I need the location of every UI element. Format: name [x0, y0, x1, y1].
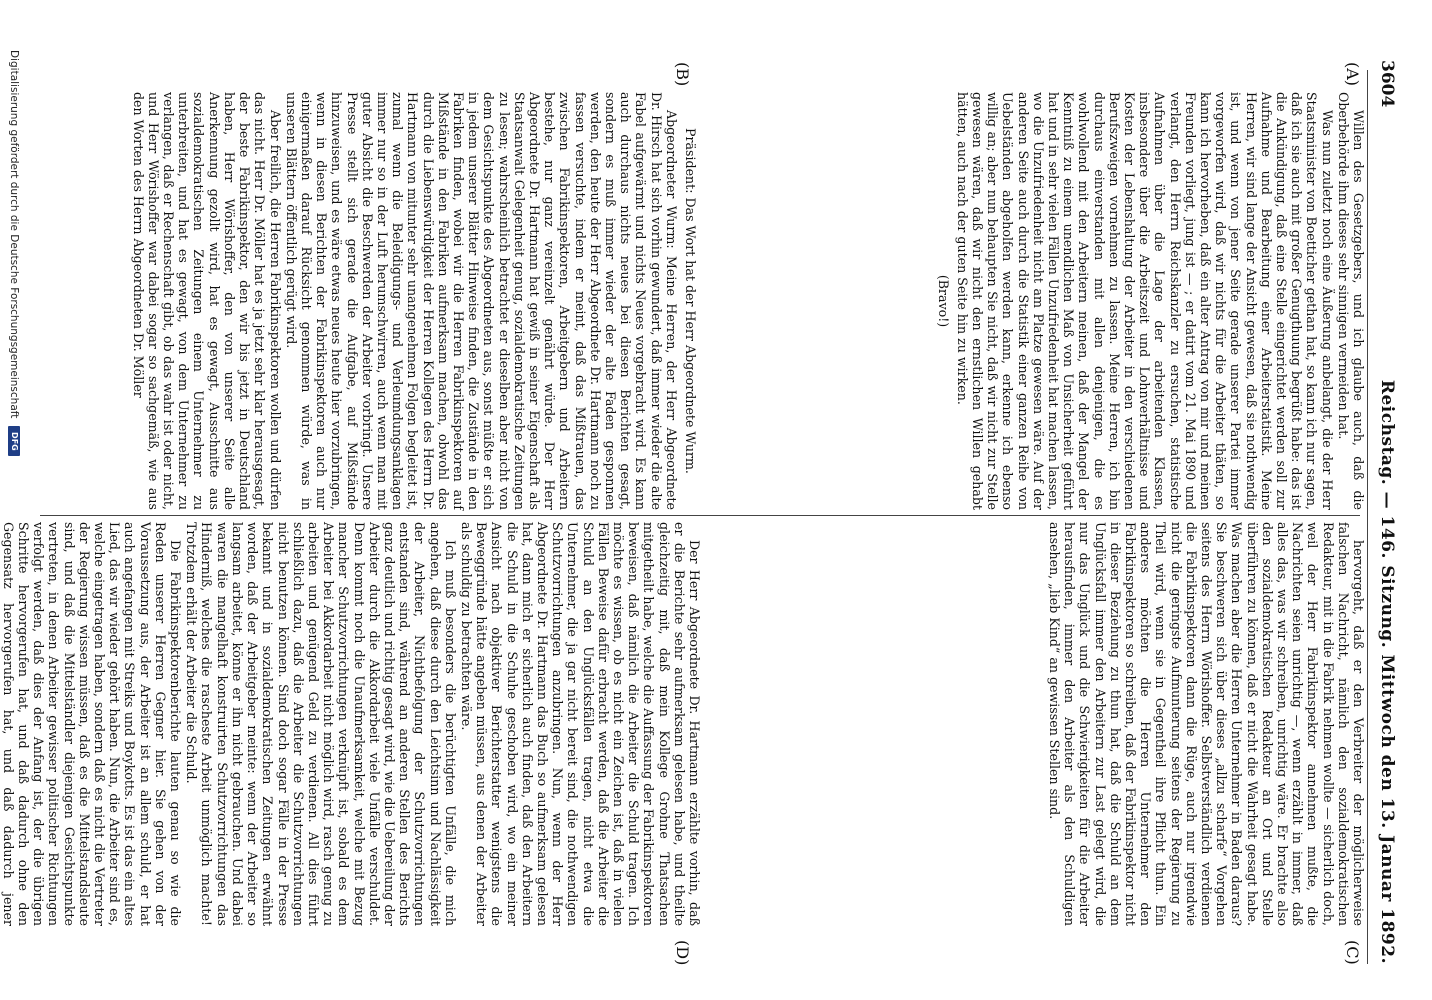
paragraph: Abgeordneter Wurm: Meine Herren, der Herr Abgeordnete Dr. Hirsch hat sich vorhin gewundert, daß immer wieder die alte Fabel aufgewärmt und nichts Neues vorgebracht wird. Es kann auch durchaus nichts neues bei diesen Berichten gesagt, sondern es muß immer wieder der alte Faden gesponnen werden, den heute der Herr Abgeordnete Dr. Hartmann noch zu fassen versuchte, indem er meint, daß das Mißtrauen, das zwischen Fabrikinspektoren, Arbeitgebern und Arbeitern bestehe, nur ganz vereinzelt genährt würde. Der Herr Abgeordnete Dr. Hartmann hat gewiß in seiner Eigenschaft als Staatsanwalt Gelegenheit genug, sozialdemokratische Zeitungen zu lesen; wahrscheinlich betrachtet er dieselben aber nicht von dem Gesichtspunkte des Abgeordneten aus, sonst müßte er sich in jedem unserer Blätter Hinweise finden, die Zustände in den Fabriken finden, wobei wir die Herren Fabrikinspektoren auf Mißstände in den Fabriken aufmerksam machen, obwohl das durch die Liebenswürdigkeit der Herren Kollegen des Herrn Dr. Hartmann von mitunter sehr unangenehmen Folgen begleitet ist, zumal wenn die Beleidigungs- und Verleumdungsanklagen immer nur so in der Luft herumschwirren, auch wenn man mit guter Absicht die Beschwerden der Arbeiter vorbringt. Unsere Presse stellt sich gerade die Aufgabe, auf Mißstände hinzuweisen, und es wäre etwas neues heute hier vorzubringen, wenn in diesen Berichten der Fabrikinspektoren auch nur einigermaßen darauf Rücksicht genommen würde, was in unseren Blättern öffentlich gerügt wird. [283, 92, 679, 510]
page-number: 3604 [1377, 60, 1397, 108]
paragraph: Willen des Gesetzgebers, und ich glaube auch, daß die Oberbehörde ihm dieses sehr sinnigen vermeiden hat. [1335, 92, 1366, 510]
margin-marker-d: (D) [673, 940, 692, 966]
paragraph: Aber freilich, die Herren Fabrikinspektoren wollen und dürfen das nicht. Herr Dr. Möller hat es ja jetzt sehr klar herausgesagt, der beste Fabrikinspektor, den wir bis jetzt in Deutschland haben, Herr Wörishoffer, den von unserer Seite alle Anerkennung gezollt wird, hat es gewagt, Ausschnitte aus sozialdemokratischen Zeitungen einem Unternehmer zu unterbreiten, und hat es gewagt, von dem Unternehmer zu verlangen, daß er Rechenschaft gibt, ob das wahr ist oder nicht, und Herr Wörishoffer war dabei sogar so sachgemäß, wie aus den Worten des Herrn Abgeordneten Dr. Möller [130, 92, 283, 510]
header-rule [1367, 70, 1368, 964]
paragraph: Die Fabrikinspektorenberichte lauten genau so wie die Reden unserer Herren Gegner hier. Sie gehen von der Voraussetzung aus, der Arbeiter ist an allem schuld, er hat auch angefangen mit Streiks und Boykotts. Es ist das ein altes Lied, das wir wieder gehört haben. Nun, die Arbeiter sind es, welche eingetragen haben, sondern daß es nicht die Vertreter der Regierung wissen müssen, daß es die Mittelstandsleute sind, und daß die Mittelständler diejenigen Gesichtspunkte vertreten, in denen Arbeiter gewisser politischer Richtungen verfolgt werden, daß dies der Anfang ist, der die übrigen Schritte hervorgerufen hat, und daß dadurch ohne den Gegensatz hervorgerufen hat, und daß dadurch jener [0, 522, 184, 926]
page-header [1370, 60, 1404, 964]
margin-marker-c: (C) [1343, 940, 1362, 965]
paragraph: Ich muß besonders die berüchtigten Unfälle, die mich angehen, daß diese durch den Leichtsinn und Nachlässigkeit der Arbeiter, Nichtbefolgung der Schutzvorrichtungen entstanden sind, während an anderen Stellen des Berichts ganz deutlich und richtig gesagt wird, wie die Uebereilung der Arbeiter durch die Akkordarbeit viele Unfälle verschuldet. Denn kommt noch die Unaufmerksamkeit, welche mit Bezug mancher Schutzvorrichtungen verknüpft ist, sobald es dem Arbeiter bei Akkordarbeit nicht möglich wird, rasch genug zu arbeiten und genügend Geld zu verdienen. All dies führt schließlich dazu, daß die Arbeiter die Schutzvorrichtungen nicht benutzen können. Sind doch sogar Fälle in der Presse bekannt und in sozialdemokratischen Zeitungen erwähnt worden, daß der Arbeitgeber meinte: wenn der Arbeiter so langsam arbeitet, könne er ihn nicht gebrauchen. Und dabei waren die mangelhaft konstruirten Schutzvorrichtungen das Hinderniß, welches die rascheste Arbeit unmöglich machte! Trotzdem erhält der Arbeiter die Schuld. [184, 522, 458, 926]
right-column-upper [716, 522, 1366, 926]
credit-text: Digitalisierung gefördert durch die Deutsche Forschungsgemeinschaft [8, 50, 20, 419]
paragraph: hervorgeht, daß er den Verbreiter der möglicherweise falschen Nachricht, nämlich den sozialdemokratischen Redakteur, mit in die Fabrik nehmen wollte — sicherlich doch, weil der Herr Fabrikinspektor annehmen mußte, die Nachrichten seien unrichtig —, wenn erzählt in immer, daß alles das, was wir schreiben, unrichtig wäre. Er brachte also den sozialdemokratischen Redakteur an Ort und Stelle überführen zu können, daß er nicht die Wahrheit gesagt habe. Was machen aber die Herren Unternehmer in Baden daraus? Sie beschweren sich über dieses „allzu scharfe“ Vorgehen seitens des Herrn Wörishoffer. Selbstverständlich verdienen die Fabrikinspektoren dann die Rüge, auch nur irgendwie nicht die geringste Aufmunterung seitens der Regierung zu Theil wird, wenn sie in Gegentheil ihre Pflicht thun. Ein anderes möchten die Herren Unternehmer den Fabrikinspektoren so schreiben, daß der Fabrikinspektor nicht in dieser Beziehung zu thun hat, daß die Schuld an dem Unglücksfall immer den Arbeitern zur Last gelegt wird, die nur das Unglück und die Schwierigkeiten für die Arbeiter herausfinden, immer den Arbeiter als den Schuldigen ansehen, „lieb Kind“ an gewissen Stellen sind. [1046, 522, 1366, 926]
right-column-lower [0, 522, 702, 926]
margin-marker-a: (A) [1343, 62, 1362, 87]
left-column-lower [32, 92, 702, 510]
column-divider [40, 515, 1360, 516]
digitization-credit [4, 50, 24, 960]
running-title: Reichstag. — 146. Sitzung. Mittwoch den 13. Januar 1892. [1377, 379, 1397, 964]
applause-note: (Bravo!) [935, 274, 951, 328]
paragraph: Was nun zuletzt noch eine Äußerung anbelangt, die der Herr Staatsminister von Boetticher gethan hat, so kann ich nur sagen, daß ich sie auch mit großer Genugthuung begrüßt habe: das ist die Ankündigung, daß eine Stelle eingerichtet werden soll zur Aufnahme und Bearbeitung einer Arbeiterstatistik. Meine Herren, wir sind lange der Ansicht gewesen, daß sie nothwendig ist, und wenn von jener Seite gerade unserer Partei immer vorgeworfen wird, daß wir nichts für die Arbeiter thäten, so kann ich hervorheben, daß ein alter Antrag von mir und meinen Freunden vorliegt, jung ist — ; er datirt vom 21. Mai 1890 und verlangt, den Herrn Reichskanzler zu ersuchen, statistische Aufnahmen über die Lage der arbeitenden Klassen, insbesondere über die Arbeitszeit und Lohnverhältnisse und Kosten der Lebenshaltung der Arbeiter in den verschiedenen Berufszweigen vornehmen zu lassen. Meine Herren, ich bin durchaus einverstanden mit allen denjenigen, die es wohlwollend mit den Arbeitern meinen, daß der Mangel der Kenntniß zu einem unendlichen Maß von Unsicherheit geführt hat und in sehr vielen Fällen Unzufriedenheit hat machen lassen, wo die Unzufriedenheit nicht am Platze gewesen wäre. Auf der anderen Seite auch durch die Statistik einer ganzen Reihe von Uebelständen abgeholfen werden kann, erkenne ich ebenso willig an; aber nun behaupten Sie nicht, daß wir nicht zur Stelle gewesen wären, daß wir nicht den ernstlichen Willen gehabt hätten, auch nach der guten Seite hin zu wirken. [954, 92, 1335, 510]
speaker-introduction: Präsident: Das Wort hat der Herr Abgeordnete Wurm. [683, 128, 698, 474]
dfg-logo-icon: DFG [8, 426, 20, 456]
margin-marker-b: (B) [673, 62, 692, 87]
left-column-upper [716, 92, 1366, 510]
paragraph: Der Herr Abgeordnete Dr. Hartmann erzählte vorhin, daß er die Berichte sehr aufmerksam gelesen habe, und theilte gleichzeitig mit, daß mein Kollege Grohne Thatsachen mitgetheilt habe, welche die Auffassung der Fabrikinspektoren beweisen, daß nämlich die Arbeiter die Schuld tragen. Ich möchte es wissen, ob es nicht ein Zeichen ist, daß in vielen Fällen Beweise dafür erbracht werden, daß die Arbeiter die Schuld an den Unglücksfällen tragen, nicht etwa die Unternehmer, die ja gar nicht bereit sind, die nothwendigen Schutzvorrichtungen anzubringen. Nun, wenn der Herr Abgeordnete Dr. Hartmann das Buch so aufmerksam gelesen hat, dann mich er sicherlich auch finden, daß den Arbeitern die Schuld in die Schuhe geschoben wird, wo ein meiner Ansicht nach objektiver Berichterstatter wenigstens die Beweggründe hätte angeben müssen, aus denen der Arbeiter als schuldig zu betrachten wäre. [458, 522, 702, 926]
